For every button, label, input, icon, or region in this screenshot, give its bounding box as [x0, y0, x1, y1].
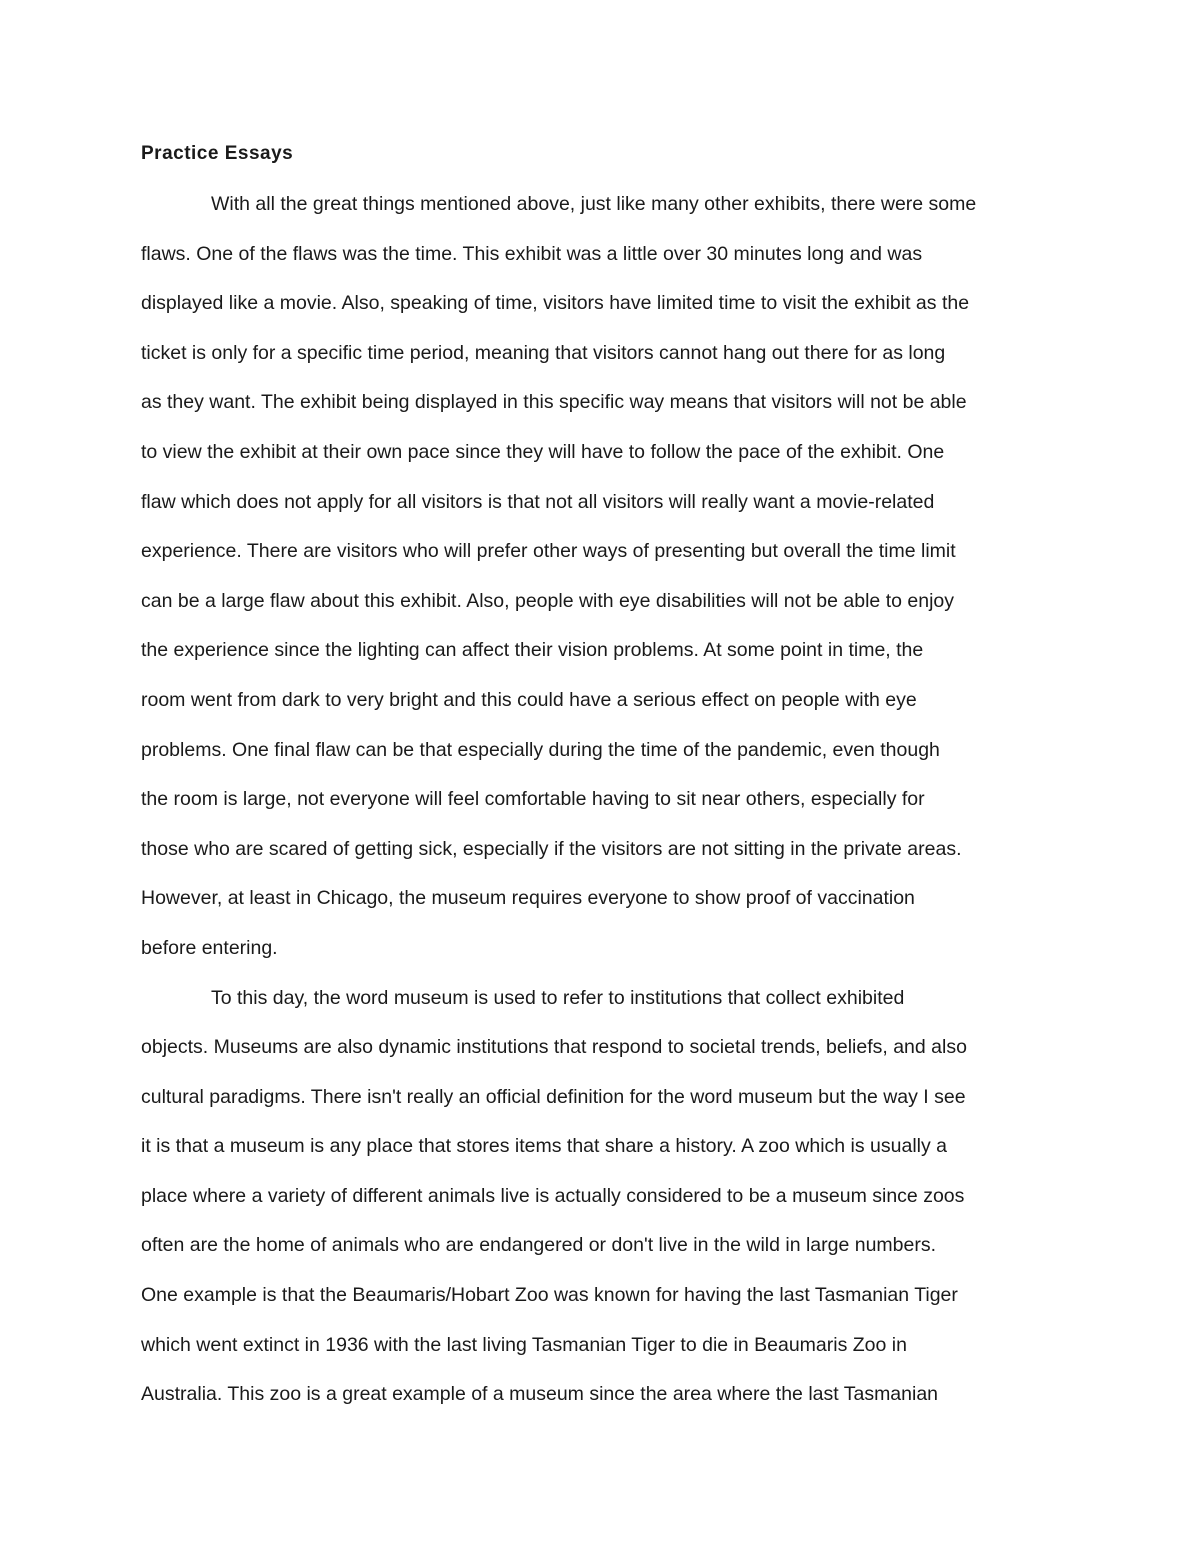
essay-line: room went from dark to very bright and this could have a serious effect on people with eye — [141, 688, 917, 711]
essay-line: the experience since the lighting can affect their vision problems. At some point in time, the — [141, 639, 924, 662]
essay-line: which went extinct in 1936 with the last living Tasmanian Tiger to die in Beaumaris Zoo in — [141, 1333, 907, 1356]
essay-line: problems. One final flaw can be that especially during the time of the pandemic, even though — [141, 738, 940, 761]
essay-line: place where a variety of different animals live is actually considered to be a museum since zoos — [141, 1184, 965, 1207]
essay-line: However, at least in Chicago, the museum requires everyone to show proof of vaccination — [141, 887, 915, 910]
essay-line: the room is large, not everyone will feel comfortable having to sit near others, especially for — [141, 788, 925, 811]
essay-line: before entering. — [141, 936, 278, 959]
essay-line: Australia. This zoo is a great example of a museum since the area where the last Tasmanian — [141, 1383, 939, 1406]
essay-line: One example is that the Beaumaris/Hobart Zoo was known for having the last Tasmanian Tiger — [141, 1284, 958, 1307]
essay-line: those who are scared of getting sick, especially if the visitors are not sitting in the private areas. — [141, 837, 962, 860]
essay-line: experience. There are visitors who will prefer other ways of presenting but overall the time limit — [141, 540, 956, 563]
essay-line: flaws. One of the flaws was the time. This exhibit was a little over 30 minutes long and was — [141, 242, 923, 265]
essay-line: it is that a museum is any place that stores items that share a history. A zoo which is usually a — [141, 1135, 948, 1158]
essay-line: cultural paradigms. There isn't really an official definition for the word museum but the way I see — [141, 1085, 966, 1108]
essay-line: to view the exhibit at their own pace since they will have to follow the pace of the exhibit. One — [141, 440, 945, 463]
essay-line: To this day, the word museum is used to refer to institutions that collect exhibited — [211, 986, 905, 1009]
essay-line: ticket is only for a specific time period, meaning that visitors cannot hang out there for as long — [141, 341, 946, 364]
essay-line: objects. Museums are also dynamic institutions that respond to societal trends, beliefs, and also — [141, 1036, 967, 1059]
essay-line: With all the great things mentioned above, just like many other exhibits, there were some — [211, 193, 977, 215]
essay-body — [141, 190, 1071, 1430]
essay-line: as they want. The exhibit being displayed in this specific way means that visitors will not be able — [141, 391, 967, 414]
essay-line: flaw which does not apply for all visitors is that not all visitors will really want a movie-related — [141, 490, 935, 513]
document-title: Practice Essays — [141, 143, 294, 164]
essay-line: displayed like a movie. Also, speaking of time, visitors have limited time to visit the exhibit as the — [141, 292, 970, 315]
essay-line: often are the home of animals who are endangered or don't live in the wild in large numbers. — [141, 1234, 937, 1257]
essay-line: can be a large flaw about this exhibit. Also, people with eye disabilities will not be able to enjoy — [141, 589, 954, 612]
